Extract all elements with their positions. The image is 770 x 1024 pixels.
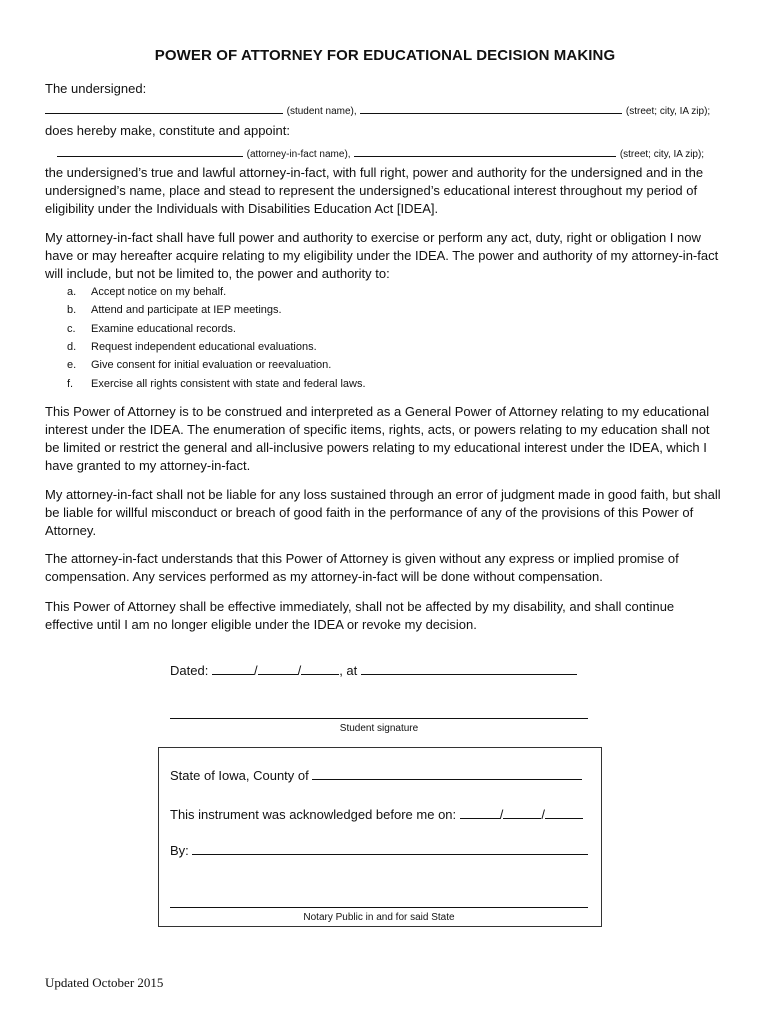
- state-county-label: State of Iowa, County of: [170, 768, 309, 783]
- appoint-text: does hereby make, constitute and appoint:: [45, 123, 290, 138]
- notary-signature-line[interactable]: [170, 907, 588, 908]
- student-name-field[interactable]: [45, 101, 283, 114]
- date-separator: /: [499, 807, 504, 822]
- powers-list: [67, 283, 717, 393]
- at-label: , at: [339, 663, 358, 678]
- student-signature-caption: Student signature: [339, 723, 419, 734]
- paragraph-liability: My attorney-in-fact shall not be liable for any loss sustained through an error of judgment made in good faith, but shall be liable for willful misconduct or breach of good faith in the performance of any of the provisions of this Power of Attorney.: [45, 487, 721, 538]
- paragraph-appointment: the undersigned’s true and lawful attorney-in-fact, with full right, power and authority for the undersigned and in the undersigned’s name, place and stead to represent the undersigned’s educational interest throughout my period of eligibility under the Individuals with Disabilities Education Act [IDEA].: [45, 165, 704, 216]
- attorney-address-caption: (street; city, IA zip);: [619, 149, 705, 160]
- date-separator: /: [253, 663, 258, 678]
- acknowledged-line: [170, 806, 590, 824]
- list-item: f. Exercise all rights consistent with state and federal laws.: [67, 377, 366, 390]
- list-item: a. Accept notice on my behalf.: [67, 286, 227, 299]
- notary-caption: Notary Public in and for said State: [303, 912, 455, 923]
- by-label: By:: [170, 843, 189, 858]
- undersigned-label: The undersigned:: [45, 81, 147, 96]
- attorney-name-field[interactable]: [57, 144, 243, 157]
- paragraph-compensation: The attorney-in-fact understands that this Power of Attorney is given without any express or implied promise of compensation. Any services performed as my attorney-in-fact will be done without compensation.: [45, 551, 679, 584]
- paragraph-general-power: This Power of Attorney is to be construed and interpreted as a General Power of Attorney relating to my educational interest under the IDEA. The enumeration of specific items, rights, acts, or powers relating to my education shall not be limited or restrict the general and all-inclusive powers relating to my educational interest under the IDEA, which I have granted to my attorney-in-fact.: [45, 404, 710, 473]
- dated-day-field[interactable]: [258, 662, 298, 675]
- attorney-address-field[interactable]: [354, 144, 616, 157]
- acknowledged-label: This instrument was acknowledged before me on:: [170, 807, 457, 822]
- list-item: b. Attend and participate at IEP meetings.: [67, 304, 282, 317]
- page-title: POWER OF ATTORNEY FOR EDUCATIONAL DECISION MAKING: [154, 47, 616, 64]
- ack-year-field[interactable]: [545, 806, 583, 819]
- attorney-line: [57, 144, 737, 164]
- dated-label: Dated:: [170, 663, 209, 678]
- dated-month-field[interactable]: [212, 662, 254, 675]
- date-separator: /: [297, 663, 302, 678]
- by-line: [170, 842, 590, 860]
- student-address-field[interactable]: [360, 101, 622, 114]
- dated-line: [170, 662, 610, 680]
- ack-month-field[interactable]: [460, 806, 500, 819]
- dated-location-field[interactable]: [361, 662, 577, 675]
- paragraph-authority: My attorney-in-fact shall have full power and authority to exercise or perform any act, duty, right or obligation I now have or may hereafter acquire relating to my eligibility under the IDEA. The power and authority of my attorney-in-fact will include, but not be limited to, the power and authority to:: [45, 230, 719, 281]
- student-address-caption: (street; city, IA zip);: [625, 106, 711, 117]
- dated-year-field[interactable]: [301, 662, 339, 675]
- attorney-name-caption: (attorney-in-fact name),: [246, 149, 351, 160]
- list-item: c. Examine educational records.: [67, 322, 236, 335]
- date-separator: /: [541, 807, 546, 822]
- student-line: [45, 101, 735, 121]
- list-item: e. Give consent for initial evaluation or reevaluation.: [67, 359, 332, 372]
- footer-updated: Updated October 2015: [45, 975, 164, 990]
- student-name-caption: (student name),: [286, 106, 357, 117]
- list-item: d. Request independent educational evaluations.: [67, 341, 317, 354]
- county-line: [170, 767, 590, 785]
- student-signature-line[interactable]: [170, 718, 588, 719]
- ack-day-field[interactable]: [503, 806, 541, 819]
- county-field[interactable]: [312, 767, 582, 780]
- paragraph-effective: This Power of Attorney shall be effective immediately, shall not be affected by my disability, and shall continue effective until I am no longer eligible under the IDEA or revoke my decision.: [45, 599, 675, 632]
- by-field[interactable]: [192, 842, 588, 855]
